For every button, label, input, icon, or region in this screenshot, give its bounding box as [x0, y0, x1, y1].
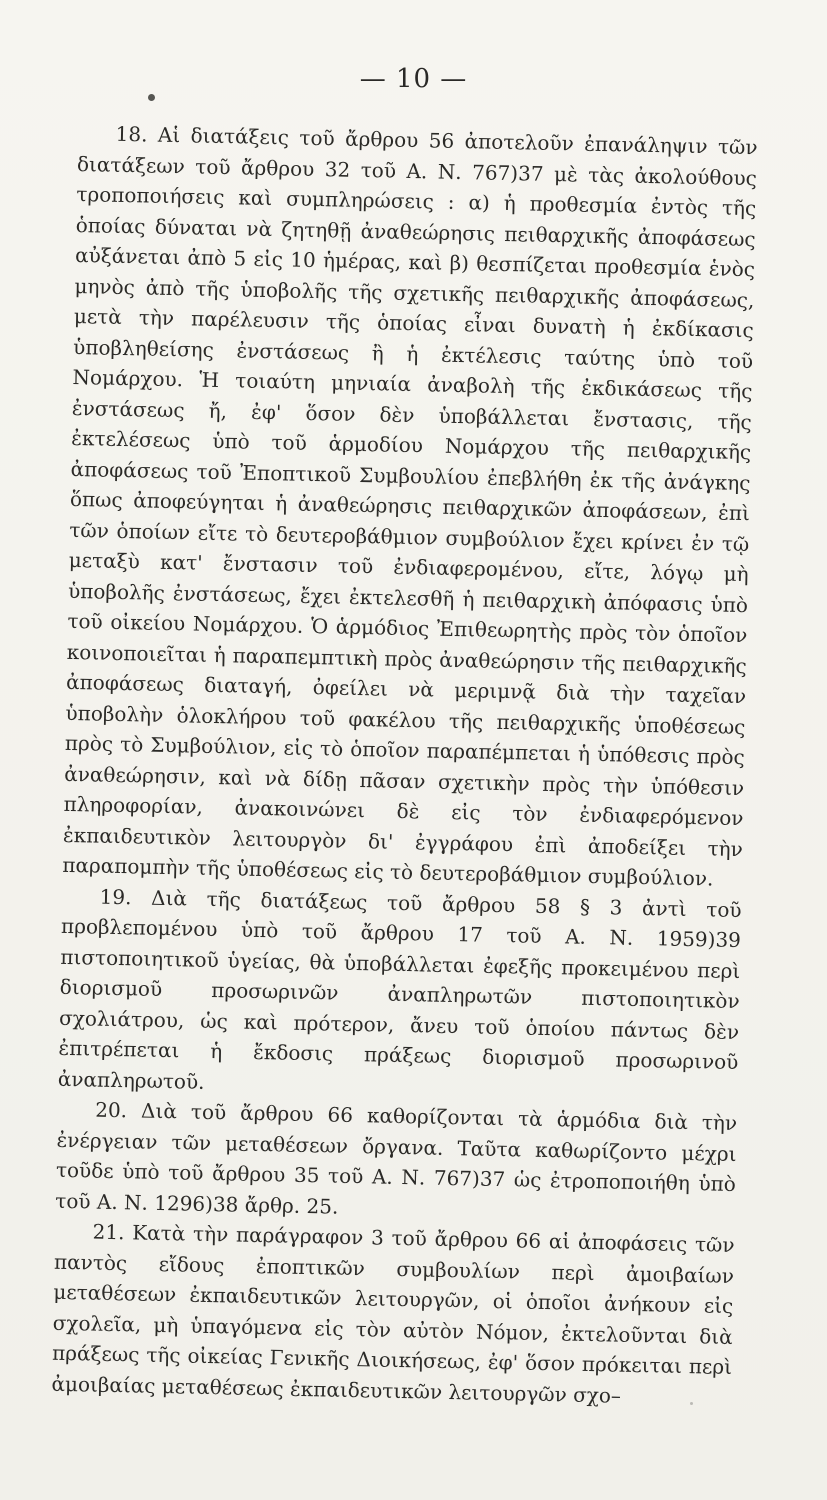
paragraph-19: 19. Διὰ τῆς διατάξεως τοῦ ἄρθρου 58 § 3 ἀντὶ τοῦ προβλεπομένου ὑπὸ τοῦ ἄρθρου 17 τοῦ Α. Ν. 1959)39 πιστοποιητικοῦ ὑγείας, θὰ ὑποβάλλεται ἐφεξῆς προκειμένου περὶ διορισμοῦ προσωρινῶν ἀναπληρωτῶν πιστοποιητικὸν σχολιάτρου, ὡς καὶ πρότερον, ἄνευ τοῦ ὁποίου πάντως δὲν ἐπιτρέπεται ἡ ἔκδοσις πράξεως διορισμοῦ προσωρινοῦ ἀναπληρωτοῦ. — [57, 884, 742, 1094]
ink-dot — [148, 94, 155, 101]
paragraph-18: 18. Αἱ διατάξεις τοῦ ἄρθρου 56 ἀποτελοῦν ἐπανάληψιν τῶν διατάξεων τοῦ ἄρθρου 32 τοῦ Α. Ν. 767)37 μὲ τὰς ἀκολούθους τροποποιήσεις καὶ συμπληρώσεις : α) ἡ προθεσμία ἐντὸς τῆς ὁποίας δύναται νὰ ζητηθῇ ἀναθεώρησις πειθαρχικῆς ἀποφάσεως αὐξάνεται ἀπὸ 5 εἰς 10 ἡμέρας, καὶ β) θεσπίζεται προθεσμία ἑνὸς μηνὸς ἀπὸ τῆς ὑποβολῆς τῆς σχετικῆς πειθαρχικῆς ἀποφάσεως, μετὰ τὴν παρέλευσιν τῆς ὁποίας εἶναι δυνατὴ ἡ ἐκδίκασις ὑποβληθείσης ἐνστάσεως ἢ ἡ ἐκτέλεσις ταύτης ὑπὸ τοῦ Νομάρχου. Ἡ τοιαύτη μηνιαία ἀναβολὴ τῆς ἐκδικάσεως τῆς ἐνστάσεως ἤ, ἐφ' ὅσον δὲν ὑποβάλλεται ἔνστασις, τῆς ἐκτελέσεως ὑπὸ τοῦ ἁρμοδίου Νομάρχου τῆς πειθαρχικῆς ἀποφάσεως τοῦ Ἐποπτικοῦ Συμβουλίου ἐπεβλήθη ἐκ τῆς ἀνάγκης ὅπως ἀποφεύγηται ἡ ἀναθεώρησις πειθαρχικῶν ἀποφάσεων, ἐπὶ τῶν ὁποίων εἴτε τὸ δευτεροβάθμιον συμβούλιον ἔχει κρίνει ἐν τῷ μεταξὺ κατ' ἔνστασιν τοῦ ἐνδιαφερομένου, εἴτε, λόγῳ μὴ ὑποβολῆς ἐνστάσεως, ἔχει ἐκτελεσθῆ ἡ πειθαρχικὴ ἀπόφασις ὑπὸ τοῦ οἰκείου Νομάρχου. Ὁ ἁρμόδιος Ἐπιθεωρητὴς πρὸς τὸν ὁποῖον κοινοποιεῖται ἡ παραπεμπτικὴ πρὸς ἀναθεώρησιν τῆς πειθαρχικῆς ἀποφάσεως διαταγή, ὀφείλει νὰ μεριμνᾷ διὰ τὴν ταχεῖαν ὑποβολὴν ὁλοκλήρου τοῦ φακέλου τῆς πειθαρχικῆς ὑποθέσεως πρὸς τὸ Συμβούλιον, εἰς τὸ ὁποῖον παραπέμπεται ἡ ὑπόθεσις πρὸς ἀναθεώρησιν, καὶ νὰ δίδῃ πᾶσαν σχετικὴν πρὸς τὴν ὑπόθεσιν πληροφορίαν, ἀνακοινώνει δὲ εἰς τὸν ἐνδιαφερόμενον ἐκπαιδευτικὸν λειτουργὸν δι' ἐγγράφου ἐπὶ ἀποδείξει τὴν παραπομπὴν τῆς ὑποθέσεως εἰς τὸ δευτεροβάθμιον συμβούλιον. — [62, 121, 758, 891]
document-body — [51, 118, 758, 1413]
paragraph-20: 20. Διὰ τοῦ ἄρθρου 66 καθορίζονται τὰ ἁρμόδια διὰ τὴν ἐνέργειαν τῶν μεταθέσεων ὄργανα. Ταῦτα καθωρίζοντο μέχρι τοῦδε ὑπὸ τοῦ ἄρθρου 35 τοῦ Α. Ν. 767)37 ὡς ἐτροποποιήθη ὑπὸ τοῦ Α. Ν. 1296)38 ἄρθρ. 25. — [55, 1097, 738, 1219]
page-number: — 10 — — [359, 64, 468, 94]
paragraph-21: 21. Κατὰ τὴν παράγραφον 3 τοῦ ἄρθρου 66 αἱ ἀποφάσεις τῶν παντὸς εἴδους ἐποπτικῶν συμβουλίων περὶ ἀμοιβαίων μεταθέσεων ἐκπαιδευτικῶν λειτουργῶν, οἱ ὁποῖοι ἀνήκουν εἰς σχολεῖα, μὴ ὑπαγόμενα εἰς τὸν αὐτὸν Νόμον, ἐκτελοῦνται διὰ πράξεως τῆς οἰκείας Γενικῆς Διοικήσεως, ἐφ' ὅσον πρόκειται περὶ ἀμοιβαίας μεταθέσεως ἐκπαιδευτικῶν λειτουργῶν σχο– — [51, 1219, 735, 1408]
